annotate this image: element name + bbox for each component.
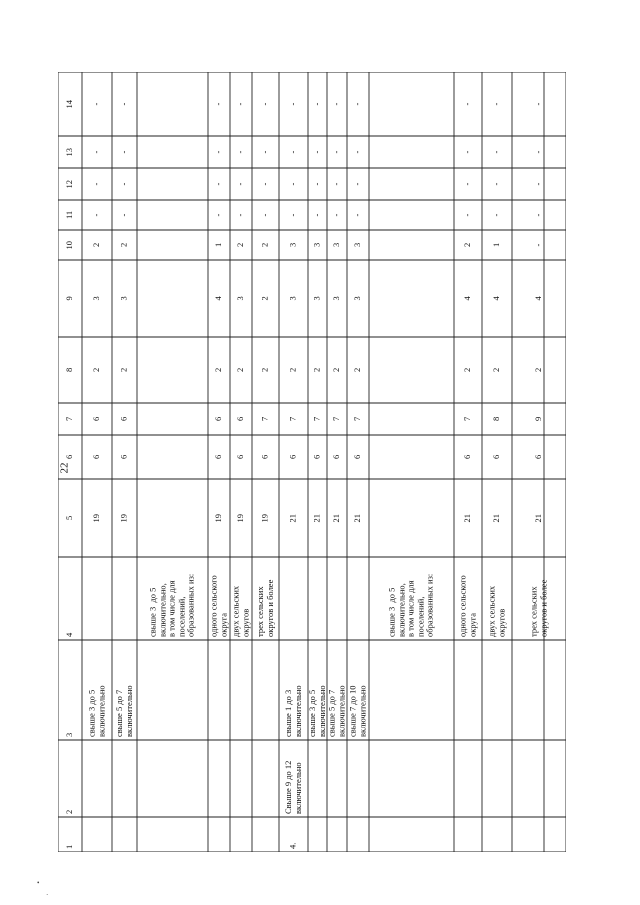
table-cell: одного сельского округа (457, 575, 477, 637)
table-cell: 3 (235, 296, 245, 301)
table-cell: - (287, 213, 298, 217)
table-cell: 9 (533, 416, 543, 421)
header-cell: 10 (64, 241, 74, 250)
table-cell: трех сельских округов и более (528, 579, 548, 637)
table-cell: Свыше 9 до 12 включительно (283, 760, 303, 814)
table-cell: - (287, 150, 298, 154)
table-cell: 7 (331, 416, 341, 421)
table-cell: 6 (331, 454, 341, 459)
table-cell: 21 (491, 514, 501, 523)
header-cell: 5 (64, 515, 74, 520)
header-cell: 2 (64, 809, 74, 814)
table-cell: 3 (331, 242, 341, 247)
table-cell: - (462, 102, 472, 106)
table-cell: 6 (118, 416, 129, 421)
table-cell: - (311, 213, 322, 217)
table-cell: - (533, 243, 543, 247)
table-cell: - (91, 182, 101, 186)
table-cell: 3 (331, 296, 341, 301)
table-cell: двух сельских округов (230, 585, 250, 637)
table-cell: 2 (462, 367, 472, 372)
table-cell: 2 (259, 242, 270, 247)
table-cell: 3 (352, 242, 362, 247)
table-cell: - (91, 102, 101, 106)
table-cell: - (118, 213, 129, 217)
header-cell: 8 (64, 367, 74, 372)
table-cell: - (491, 182, 501, 186)
table-cell: 21 (462, 514, 472, 523)
table-cell: 7 (352, 416, 362, 421)
header-cell: 11 (64, 210, 74, 219)
table-cell: - (287, 182, 298, 186)
table-cell: 2 (311, 367, 322, 372)
table-cell: свыше 3 до 5 включительно, в том числе для поселений, образованных из: (386, 573, 435, 637)
table-cell: 2 (352, 367, 362, 372)
table-cell: 6 (91, 454, 101, 459)
table-cell: двух сельских округов (486, 585, 506, 637)
table-cell: - (311, 182, 322, 186)
table-cell: свыше 5 до 7 включительно (114, 685, 134, 737)
table-cell: - (331, 102, 341, 106)
table-cell: - (259, 150, 270, 154)
table-cell: - (462, 213, 472, 217)
table-cell: 2 (259, 296, 270, 301)
table-cell: - (118, 150, 129, 154)
table-cell: 3 (118, 296, 129, 301)
table-cell: - (491, 102, 501, 106)
stray-mark: • (37, 879, 40, 887)
table-cell: 6 (311, 454, 322, 459)
table-cell: 6 (533, 454, 543, 459)
table-cell: 3 (311, 242, 322, 247)
table-cell: - (331, 150, 341, 154)
table-cell: свыше 3 до 5 включительно (307, 685, 327, 737)
table-cell: свыше 3 до 5 включительно, в том числе для поселений, образованных из: (147, 573, 196, 637)
table-cell: 6 (352, 454, 362, 459)
table-cell: - (491, 150, 501, 154)
table-cell: - (311, 102, 322, 106)
table-cell: 1 (491, 242, 501, 247)
table-cell: 8 (491, 416, 501, 421)
table-cell: - (491, 213, 501, 217)
header-cell: 6 (64, 454, 74, 459)
table-cell: - (235, 102, 245, 106)
table-cell: 4 (533, 296, 543, 301)
table-cell: 2 (235, 242, 245, 247)
table-cell: 2 (91, 367, 101, 372)
table-cell: 4 (462, 296, 472, 301)
table-cell: 19 (118, 514, 129, 523)
table-cell: - (259, 102, 270, 106)
stray-mark: · (46, 891, 49, 899)
table-cell: 3 (91, 296, 101, 301)
table-cell: - (235, 182, 245, 186)
table-cell: 19 (91, 514, 101, 523)
table-cell: - (213, 150, 223, 154)
table-cell: 2 (118, 367, 129, 372)
table-cell: - (287, 102, 298, 106)
table-cell: трех сельских округов и более (255, 579, 275, 637)
table-cell: 2 (235, 367, 245, 372)
table-cell: 3 (287, 296, 298, 301)
table-cell: 4 (213, 296, 223, 301)
table-cell: - (118, 182, 129, 186)
table-cell: 6 (491, 454, 501, 459)
table-cell: - (118, 102, 129, 106)
table-cell: - (352, 182, 362, 186)
table-cell: - (352, 213, 362, 217)
table-cell: 3 (311, 296, 322, 301)
table-cell: - (533, 150, 543, 154)
table-cell: 6 (235, 416, 245, 421)
table-cell: 19 (235, 514, 245, 523)
table-cell: - (331, 182, 341, 186)
table-cell: - (91, 150, 101, 154)
table-cell: 21 (287, 514, 298, 523)
table-cell: 3 (287, 242, 298, 247)
table-cell: 2 (213, 367, 223, 372)
table-cell: 2 (287, 367, 298, 372)
table-cell: 21 (352, 514, 362, 523)
table-cell: 2 (462, 242, 472, 247)
table-cell: - (213, 102, 223, 106)
table-cell: 1 (213, 242, 223, 247)
table-cell: 6 (462, 454, 472, 459)
header-cell: 3 (64, 732, 74, 737)
table-cell: 2 (259, 367, 270, 372)
table-cell: 7 (259, 416, 270, 421)
header-cell: 12 (64, 180, 74, 189)
table-cell: - (213, 213, 223, 217)
header-cell: 9 (64, 296, 74, 301)
table-cell: 2 (533, 367, 543, 372)
table-cell: 2 (91, 242, 101, 247)
header-cell: 13 (64, 148, 74, 157)
table-cell: 21 (311, 514, 322, 523)
table-cell: - (235, 150, 245, 154)
table-cell: свыше 3 до 5 включительно (86, 685, 106, 737)
table-cell: 4 (491, 296, 501, 301)
table-cell: 3 (352, 296, 362, 301)
table-cell: 2 (118, 242, 129, 247)
table-cell: 19 (213, 514, 223, 523)
table-cell: свыше 5 до 7 включительно (326, 685, 346, 737)
header-cell: 1 (64, 844, 74, 849)
table-cell: 6 (213, 416, 223, 421)
table-cell: - (213, 182, 223, 186)
header-cell: 7 (64, 416, 74, 421)
table-cell: 6 (118, 454, 129, 459)
table-cell: - (352, 150, 362, 154)
table-cell: - (259, 182, 270, 186)
table-cell: одного сельского округа (208, 575, 228, 637)
header-cell: 14 (64, 100, 74, 109)
page-number: 22 (58, 462, 71, 474)
table-cell: 21 (331, 514, 341, 523)
table-cell: - (462, 150, 472, 154)
table-cell: 6 (287, 454, 298, 459)
table-cell: 7 (287, 416, 298, 421)
table-cell: 19 (259, 514, 270, 523)
table-cell: 6 (235, 454, 245, 459)
table-cell: свыше 1 до 3 включительно (283, 685, 303, 737)
table-cell: 6 (213, 454, 223, 459)
table-cell: 2 (491, 367, 501, 372)
table-cell: - (462, 182, 472, 186)
table-cell: - (352, 102, 362, 106)
table-cell: 21 (533, 514, 543, 523)
table-cell: - (91, 213, 101, 217)
table-cell: - (533, 213, 543, 217)
table-cell: 6 (91, 416, 101, 421)
table-cell: - (311, 150, 322, 154)
table-cell: 7 (311, 416, 322, 421)
table-cell: - (533, 182, 543, 186)
data-table (58, 72, 566, 852)
table-cell: 7 (462, 416, 472, 421)
table-cell: свыше 7 до 10 включительно (347, 685, 367, 737)
table-cell: 6 (259, 454, 270, 459)
header-cell: 4 (64, 632, 74, 637)
table-cell: - (533, 102, 543, 106)
table-cell: - (259, 213, 270, 217)
table-cell: 2 (331, 367, 341, 372)
table-cell: - (331, 213, 341, 217)
table-cell: - (235, 213, 245, 217)
table-cell: 4. (287, 842, 298, 849)
